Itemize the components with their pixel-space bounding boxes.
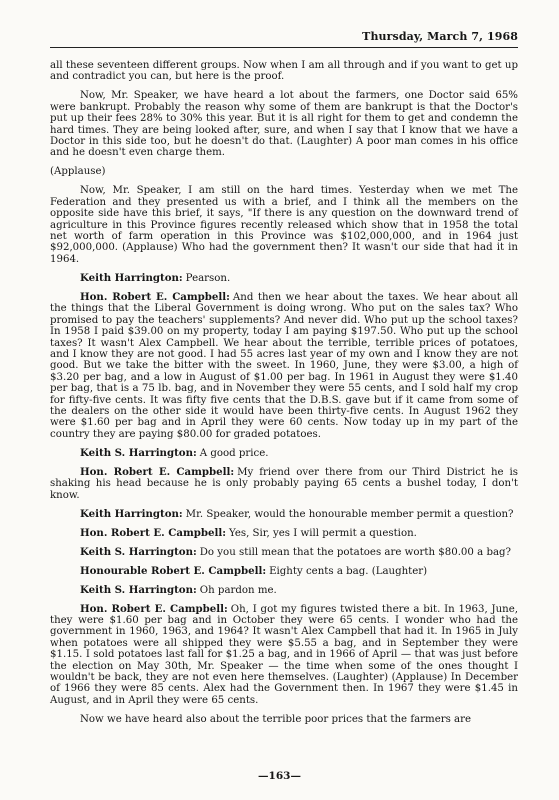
speaker-name: Hon. Robert E. Campbell: [80, 526, 226, 539]
speaker-name: Hon. Robert E. Campbell: [80, 602, 228, 615]
paragraph [50, 509, 518, 520]
page-header-date: Thursday, March 7, 1968 [362, 30, 518, 43]
speaker-name: Keith S. Harrington: [80, 583, 197, 596]
paragraph [50, 585, 518, 596]
paragraph-text: And then we hear about the taxes. We hear about all the things that the Liberal Government is doing wrong. Who put on the sales tax? Who promised to pay the teachers' supplements? And never did. Who put up the school taxes? In 1958 I paid $39.00 on my property, today I am paying $197.50. Who put up the school taxes? It wasn't Alex Campbell. We hear about the terrible, terrible prices of potatoes, and I know they are not good. I had 55 acres last year of my own and I know they are not good. But we take the bitter with the sweet. In 1960, June, they were $3.00, a high of $3.20 per bag, and a low in August of $1.00 per bag. In 1961 in August they were $1.40 per bag, that is a 75 lb. bag, and in November they were 55 cents, and I sold half my crop for fifty-five cents. It was fifty five cents that the D.B.S. gave but if it came from some of the dealers on the other side it would have been thirty-five cents. In August 1962 they were $1.60 per bag and in April they were 60 cents. Now today up in my part of the country they are paying $80.00 for graded potatoes. [50, 291, 518, 440]
document-body [50, 60, 518, 733]
paragraph [50, 547, 518, 558]
paragraph [50, 714, 518, 725]
speaker-name: Keith Harrington: [80, 271, 183, 284]
paragraph [50, 604, 518, 707]
paragraph-text: Yes, Sir, yes I will permit a question. [228, 527, 417, 539]
paragraph [50, 566, 518, 577]
speaker-name: Hon. Robert E. Campbell: [80, 465, 235, 478]
paragraph-text: Pearson. [185, 272, 231, 284]
speaker-name: Honourable Robert E. Campbell: [80, 564, 267, 577]
paragraph [50, 448, 518, 459]
speaker-name: Keith S. Harrington: [80, 545, 197, 558]
paragraph-text: A good price. [199, 447, 269, 459]
paragraph [50, 90, 518, 158]
paragraph-text: Do you still mean that the potatoes are worth $80.00 a bag? [199, 546, 512, 558]
paragraph-text: Mr. Speaker, would the honourable member permit a question? [185, 508, 514, 520]
paragraph [50, 60, 518, 83]
paragraph [50, 166, 518, 177]
paragraph-text: (Applause) [50, 166, 106, 178]
paragraph [50, 273, 518, 284]
paragraph-text: all these seventeen different groups. Now when I am all through and if you want to get up and contradict you can, but here is the proof. [50, 60, 518, 83]
paragraph [50, 185, 518, 265]
header-rule [50, 47, 518, 48]
paragraph-text: Now, Mr. Speaker, I am still on the hard times. Yesterday when we met The Federation and they presented us with a brief, and I think all the members on the opposite side have this brief, it says, "If there is any question on the downward trend of agriculture in this Province figures recently released which show that in 1958 the total net worth of farm operation in this Province was $102,000,000, and in 1964 just $92,000,000. (Applause) Who had the government then? It wasn't our side that had it in 1964. [50, 185, 518, 265]
speaker-name: Hon. Robert E. Campbell: [80, 290, 230, 303]
paragraph-text: My friend over there from our Third District he is shaking his head because he is only probably paying 65 cents a bushel today, I don't know. [50, 466, 519, 501]
paragraph-text: Oh, I got my figures twisted there a bit. In 1963, June, they were $1.60 per bag and in October they were 65 cents. I wonder who had the government in 1960, 1963, and 1964? It wasn't Alex Campbell that had it. In 1965 in July when potatoes were all shipped they were $5.55 a bag, and in September they were $1.15. I sold potatoes last fall for $1.25 a bag, and in 1966 of April — that was just before the election on May 30th, Mr. Speaker — the time when some of the ones thought I wouldn't be back, they are not even here themselves. (Laughter) (Applause) In December of 1966 they were 85 cents. Alex had the Government then. In 1967 they were $1.45 in August, and in April they were 65 cents. [50, 603, 519, 706]
paragraph-text: Now we have heard also about the terrible poor prices that the farmers are [80, 713, 472, 725]
speaker-name: Keith S. Harrington: [80, 446, 197, 459]
paragraph [50, 528, 518, 539]
paragraph [50, 292, 518, 440]
paragraph-text: Oh pardon me. [199, 584, 277, 596]
paragraph-text: Eighty cents a bag. (Laughter) [269, 565, 428, 577]
paragraph [50, 467, 518, 501]
speaker-name: Keith Harrington: [80, 507, 183, 520]
page-number: —163— [258, 770, 301, 782]
paragraph-text: Now, Mr. Speaker, we have heard a lot about the farmers, one Doctor said 65% were bankrupt. Probably the reason why some of them are bankrupt is that the Doctor's put up their fees 28% to 30% this year. But it is all right for them to get and condemn the hard times. They are being looked after, sure, and when I say that I know that we have a Doctor in this side too, but he doesn't do that. (Laughter) A poor man comes in his office and he doesn't even charge them. [50, 90, 518, 159]
